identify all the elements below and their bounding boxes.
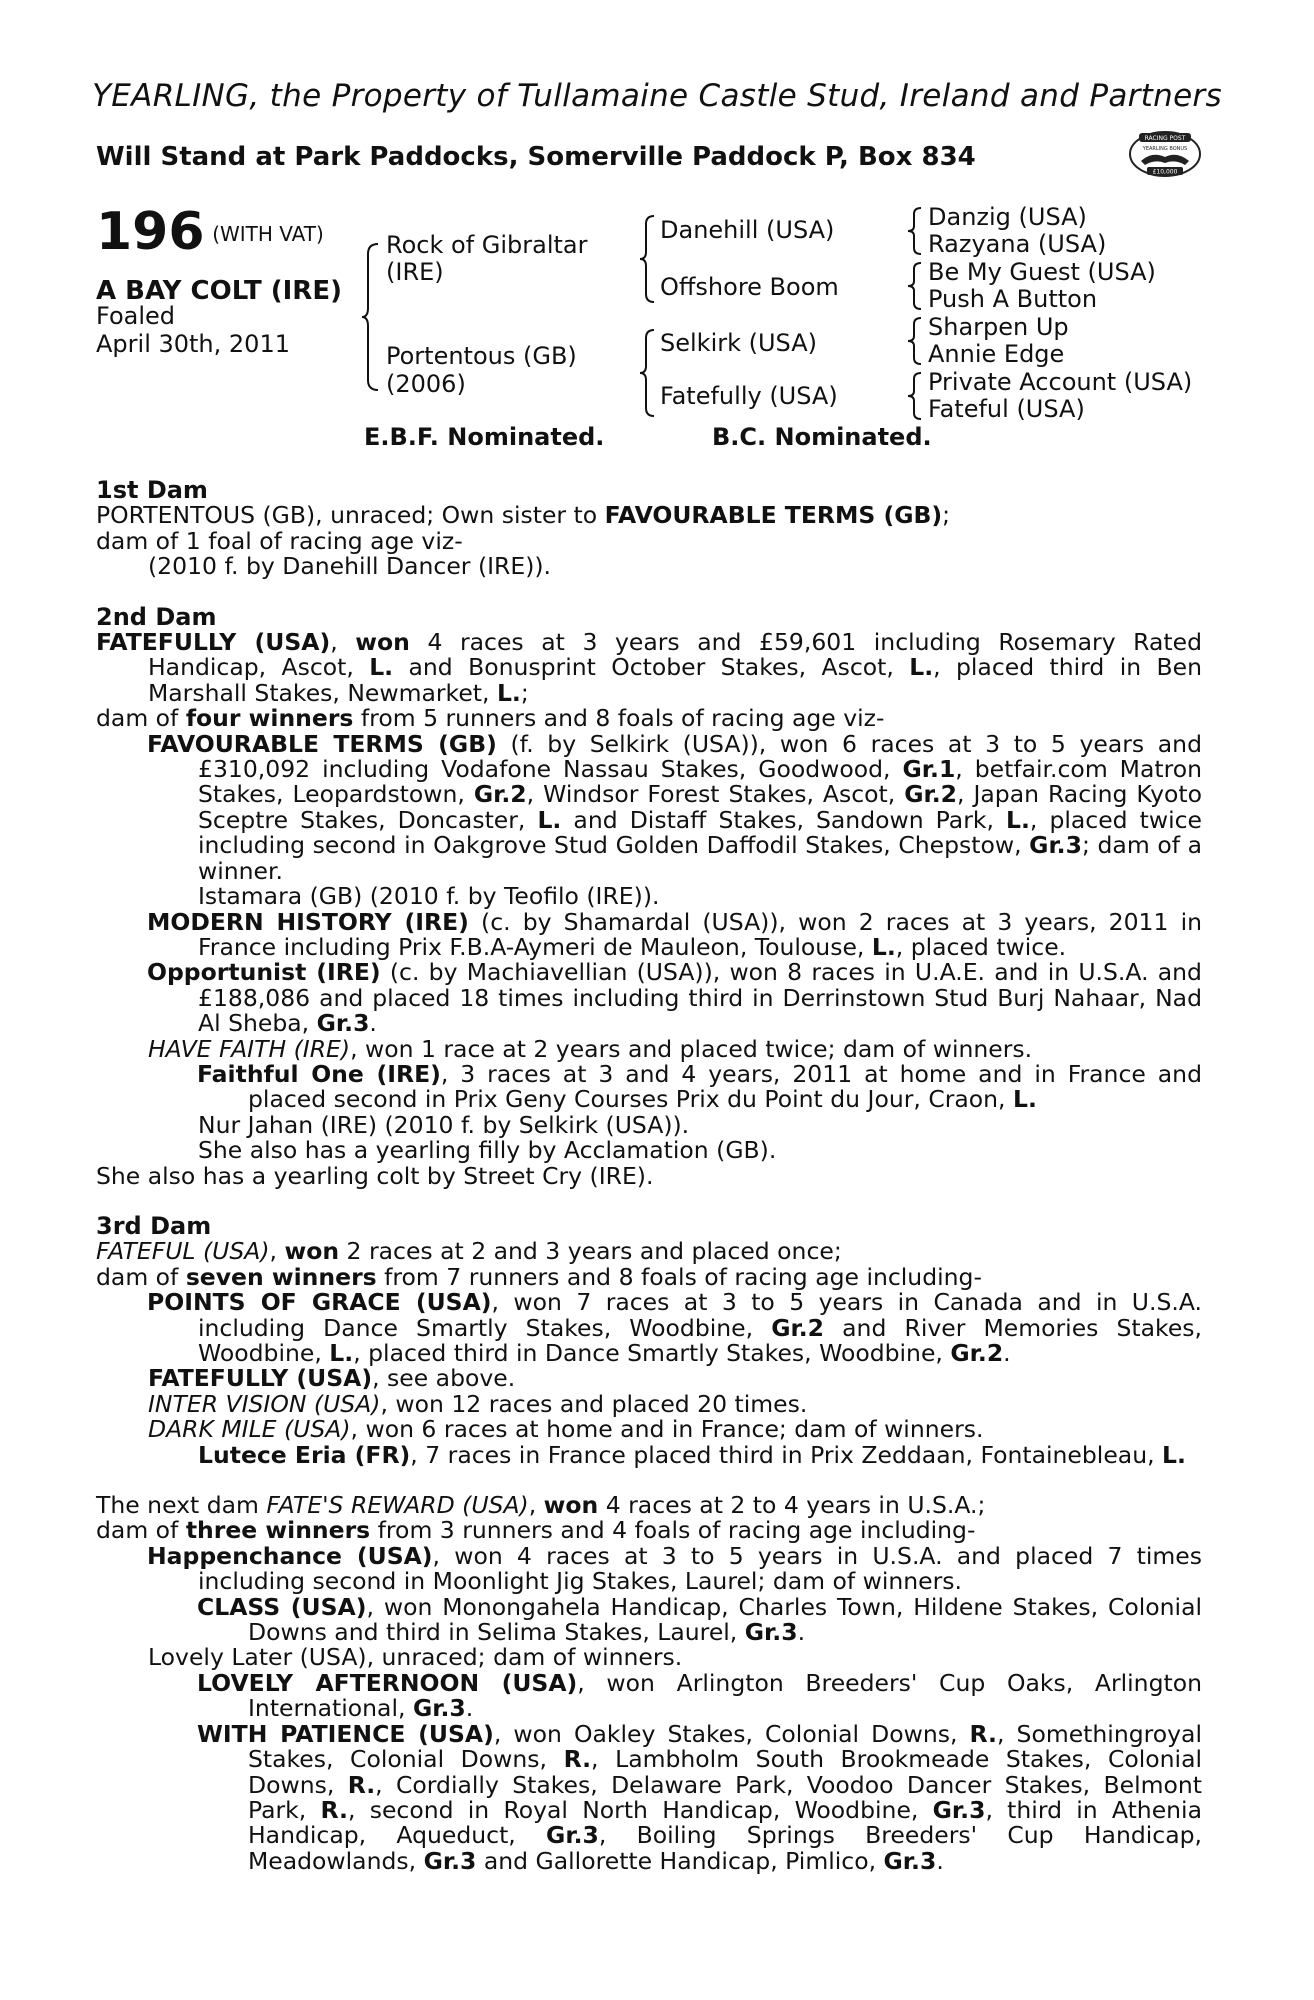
first-dam-produce: (2010 f. by Danehill Dancer (IRE)). <box>148 552 552 581</box>
pedigree-brace-g4 <box>906 371 924 421</box>
badge-top-text: RACING POST <box>1144 135 1186 142</box>
produce-modern-history: MODERN HISTORY (IRE) (c. by Shamardal (USA)), won 2 races at 3 years, 2011 in France including Prix F.B.A-Aymeri de Mauleon, Toulouse, L., placed twice. <box>147 907 1203 961</box>
sire-dam: Offshore Boom <box>660 273 839 301</box>
second-dam-summary: dam of four winners from 5 runners and 8 foals of racing age viz- <box>96 704 885 733</box>
produce-yearling-colt: She also has a yearling colt by Street Cry (IRE). <box>96 1161 654 1190</box>
ggd-1: Razyana (USA) <box>928 230 1107 258</box>
pedigree-brace-g2 <box>906 261 924 311</box>
ggs-3: Sharpen Up <box>928 313 1069 341</box>
produce-favourable-terms: FAVOURABLE TERMS (GB) (f. by Selkirk (USA)), won 6 races at 3 to 5 years and £310,092 including Vodafone Nassau Stakes, Goodwood, Gr.1, betfair.com Matron Stakes, Leopardstown, Gr.2, Windsor Forest Stakes, Ascot, Gr.2, Japan Racing Kyoto Sceptre Stakes, Doncaster, L. and Distaff Stakes, Sandown Park, L., placed twice including second in Oakgrove Stud Golden Daffodil Stakes, Chepstow, Gr.3; dam of a winner. <box>147 729 1203 885</box>
stand-location: Will Stand at Park Paddocks, Somerville Paddock P, Box 834 <box>96 142 976 172</box>
produce-dark-mile: DARK MILE (USA), won 6 races at home and in France; dam of winners. <box>148 1415 984 1444</box>
produce-have-faith: HAVE FAITH (IRE), won 1 race at 2 years and placed twice; dam of winners. <box>148 1034 1033 1063</box>
first-dam-line: PORTENTOUS (GB), unraced; Own sister to FAVOURABLE TERMS (GB); <box>96 501 951 530</box>
second-dam-heading: 2nd Dam <box>96 602 217 631</box>
first-dam-heading: 1st Dam <box>96 476 208 504</box>
sire-origin: (IRE) <box>386 258 444 286</box>
pedigree-brace-sire <box>638 214 658 304</box>
catalogue-body <box>96 478 1202 1874</box>
produce-nur-jahan: Nur Jahan (IRE) (2010 f. by Selkirk (USA)). <box>198 1110 690 1139</box>
ggd-4: Fateful (USA) <box>928 395 1085 423</box>
dam-sire: Selkirk (USA) <box>660 329 818 357</box>
produce-lutece-eria: Lutece Eria (FR), 7 races in France placed third in Prix Zeddaan, Fontainebleau, L. <box>198 1440 1186 1469</box>
pedigree-brace-main <box>360 242 382 392</box>
produce-with-patience: WITH PATIENCE (USA), won Oakley Stakes, Colonial Downs, R., Somethingroyal Stakes, Colonial Downs, R., Lambholm South Brookmeade Stakes, Colonial Downs, R., Cordially Stakes, Delaware Park, Voodoo Dancer Stakes, Belmont Park, R., second in Royal North Handicap, Woodbine, Gr.3, third in Athenia Handicap, Aqueduct, Gr.3, Boiling Springs Breeders' Cup Handicap, Meadowlands, Gr.3 and Gallorette Handicap, Pimlico, Gr.3. <box>197 1719 1203 1875</box>
produce-fatefully: FATEFULLY (USA), see above. <box>148 1364 516 1393</box>
second-dam-record: FATEFULLY (USA), won 4 races at 3 years and £59,601 including Rosemary Rated Handicap, Ascot, L. and Bonusprint October Stakes, Ascot, L., placed third in Ben Marshall Stakes, Newmarket, L.; <box>96 628 1202 707</box>
pedigree-brace-dam <box>638 328 658 418</box>
produce-lovely-later: Lovely Later (USA), unraced; dam of winners. <box>148 1643 683 1672</box>
dam-dam: Fatefully (USA) <box>660 382 838 410</box>
dam-name: Portentous (GB) <box>386 342 577 370</box>
third-dam-record: FATEFUL (USA), won 2 races at 2 and 3 years and placed once; <box>96 1237 842 1266</box>
produce-yearling-filly: She also has a yearling filly by Acclamation (GB). <box>198 1136 777 1165</box>
produce-faithful-one: Faithful One (IRE), 3 races at 3 and 4 years, 2011 at home and in France and placed second in Prix Geny Courses Prix du Point du Jour, Craon, L. <box>197 1059 1202 1114</box>
ggs-2: Be My Guest (USA) <box>928 258 1156 286</box>
third-dam-summary: dam of seven winners from 7 runners and 8 foals of racing age including- <box>96 1262 982 1291</box>
lot-description: A BAY COLT (IRE) <box>96 276 342 306</box>
produce-istamara: Istamara (GB) (2010 f. by Teofilo (IRE)). <box>198 882 660 911</box>
lot-number: 196 <box>96 202 205 262</box>
foaled-label: Foaled <box>96 302 176 330</box>
sire-name: Rock of Gibraltar <box>386 231 588 259</box>
ebf-nominated: E.B.F. Nominated. <box>364 423 605 451</box>
page-title: YEARLING, the Property of Tullamaine Castle Stud, Ireland and Partners <box>92 78 1222 114</box>
next-dam-record: The next dam FATE'S REWARD (USA), won 4 races at 2 to 4 years in U.S.A.; <box>96 1491 986 1520</box>
ggs-4: Private Account (USA) <box>928 368 1193 396</box>
badge-amount-text: £10,000 <box>1152 168 1178 176</box>
ggs-1: Danzig (USA) <box>928 203 1087 231</box>
produce-points-of-grace: POINTS OF GRACE (USA), won 7 races at 3 to 5 years in Canada and in U.S.A. including Dance Smartly Stakes, Woodbine, Gr.2 and River Memories Stakes, Woodbine, L., placed third in Dance Smartly Stakes, Woodbine, Gr.2. <box>147 1288 1202 1367</box>
sire-sire: Danehill (USA) <box>660 216 835 244</box>
ggd-3: Annie Edge <box>928 340 1065 368</box>
produce-inter-vision: INTER VISION (USA), won 12 races and placed 20 times. <box>148 1389 808 1418</box>
produce-class: CLASS (USA), won Monongahela Handicap, Charles Town, Hildene Stakes, Colonial Downs and third in Selima Stakes, Laurel, Gr.3. <box>197 1592 1202 1647</box>
pedigree-brace-g3 <box>906 316 924 366</box>
badge-mid-text: YEARLING BONUS <box>1142 146 1188 152</box>
lot-heading <box>96 202 324 262</box>
third-dam-heading: 3rd Dam <box>96 1211 212 1240</box>
pedigree-brace-g1 <box>906 206 924 256</box>
produce-opportunist: Opportunist (IRE) (c. by Machiavellian (USA)), won 8 races in U.A.E. and in U.S.A. and £188,086 and placed 18 times including third in Derrinstown Stud Burj Nahaar, Nad Al Sheba, Gr.3. <box>147 958 1202 1038</box>
foaled-date: April 30th, 2011 <box>96 330 290 358</box>
bc-nominated: B.C. Nominated. <box>712 423 932 451</box>
ggd-2: Push A Button <box>928 285 1098 313</box>
produce-happenchance: Happenchance (USA), won 4 races at 3 to 5 years in U.S.A. and placed 7 times including second in Moonlight Jig Stakes, Laurel; dam of winners. <box>147 1541 1202 1596</box>
lot-vat: (WITH VAT) <box>212 222 324 246</box>
dam-year: (2006) <box>386 370 466 398</box>
yearling-bonus-badge-icon <box>1127 129 1203 179</box>
first-dam-produce-summary: dam of 1 foal of racing age viz- <box>96 526 463 555</box>
next-dam-summary: dam of three winners from 3 runners and 4 foals of racing age including- <box>96 1516 976 1545</box>
produce-lovely-afternoon: LOVELY AFTERNOON (USA), won Arlington Breeders' Cup Oaks, Arlington International, Gr.3. <box>197 1668 1202 1723</box>
